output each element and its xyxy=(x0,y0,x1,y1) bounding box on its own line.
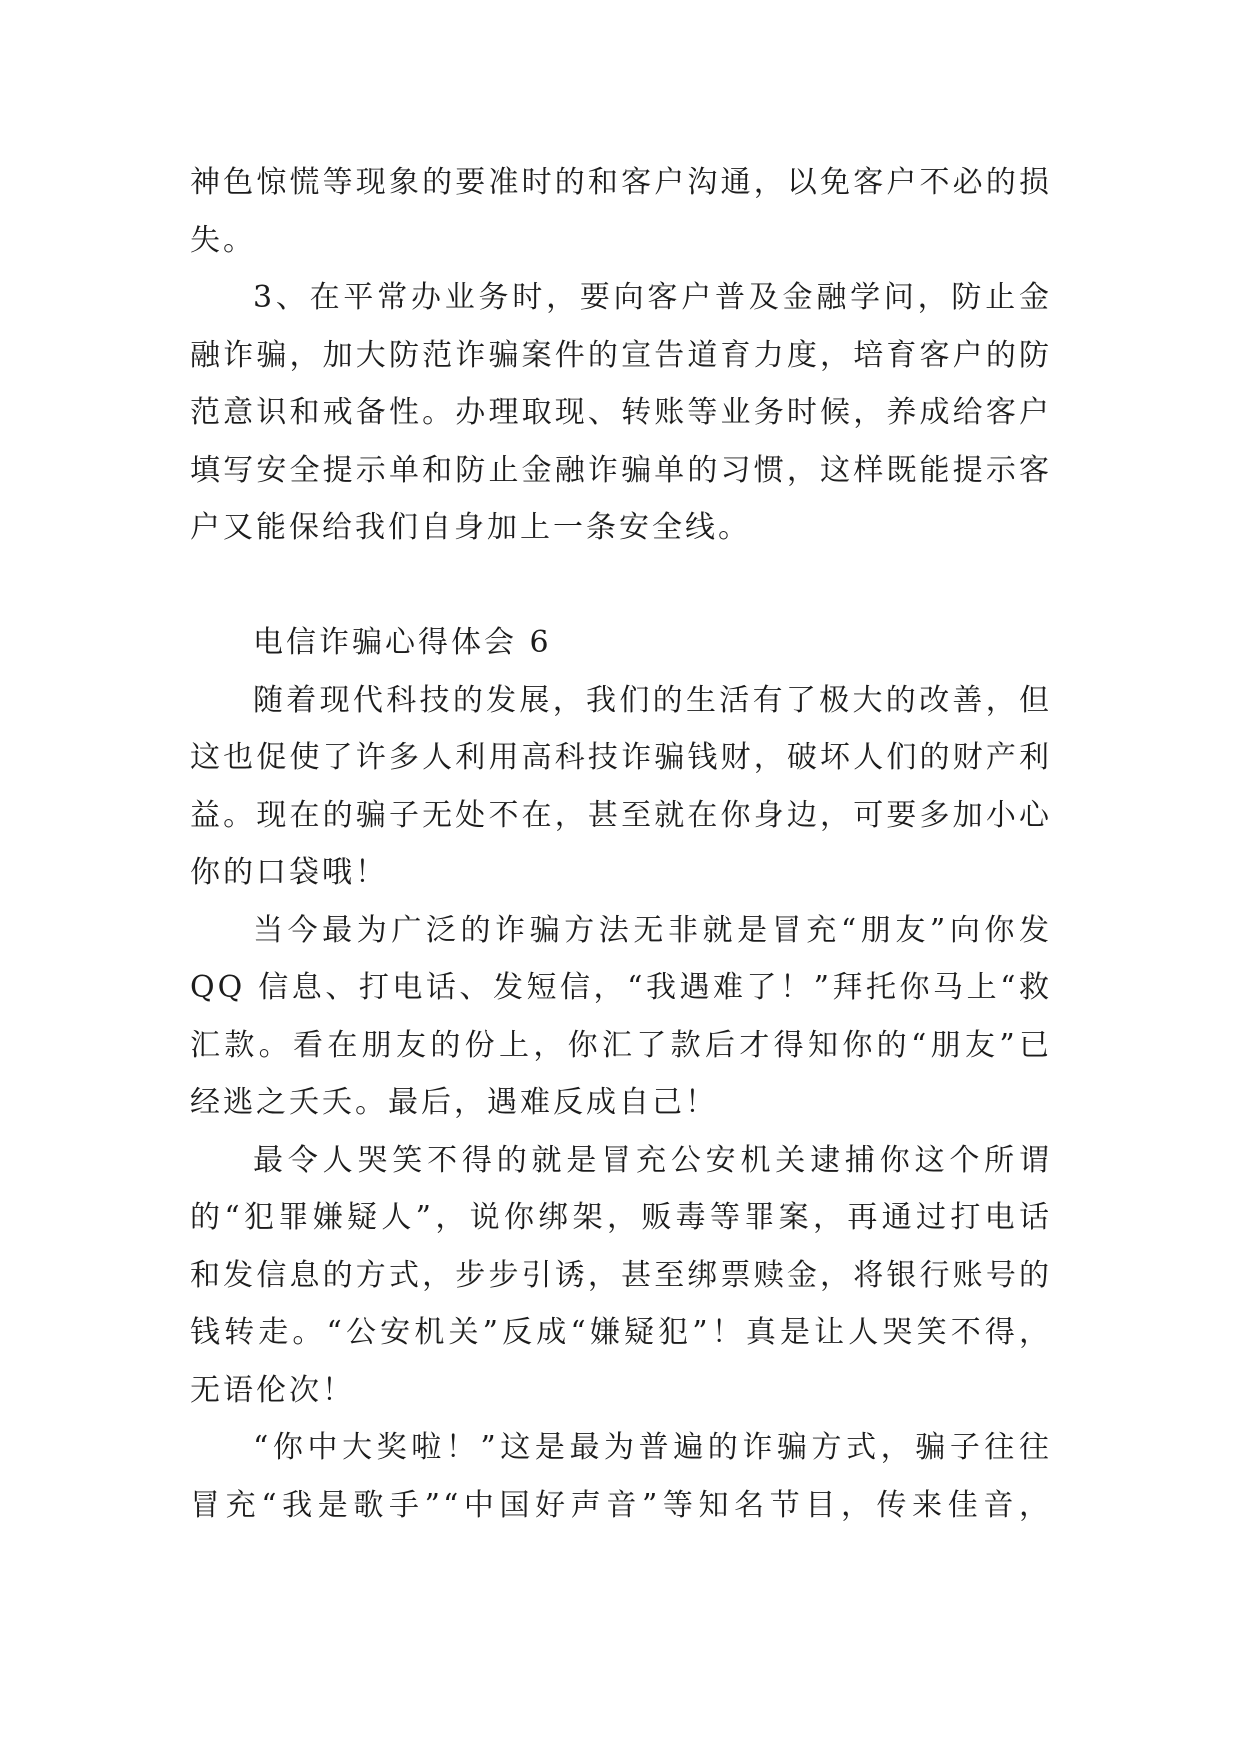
text-line: 随着现代科技的发展，我们的生活有了极大的改善，但 xyxy=(253,682,1052,718)
text-line: 这也促使了许多人利用高科技诈骗钱财，破坏人们的财产利 xyxy=(190,740,1052,775)
text-line: 当今最为广泛的诈骗方法无非就是冒充“朋友”向你发 xyxy=(253,912,1052,948)
text-line: 你的口袋哦！ xyxy=(190,855,388,890)
text-line: “你中大奖啦！”这是最为普遍的诈骗方式，骗子往往 xyxy=(253,1430,1052,1465)
paragraph xyxy=(190,902,1052,1132)
text-line: 融诈骗，加大防范诈骗案件的宣告道育力度，培育客户的防 xyxy=(190,337,1052,373)
paragraph xyxy=(190,154,1052,269)
paragraph xyxy=(190,672,1052,902)
text-line: 钱转走。“公安机关”反成“嫌疑犯”！真是让人哭笑不得， xyxy=(190,1315,1052,1350)
text-line: 失。 xyxy=(190,222,256,258)
text-line: 户又能保给我们自身加上一条安全线。 xyxy=(190,510,751,545)
paragraph xyxy=(190,1132,1052,1420)
section-heading: 电信诈骗心得体会 6 xyxy=(253,625,552,660)
text-line: 最令人哭笑不得的就是冒充公安机关逮捕你这个所谓 xyxy=(253,1142,1052,1178)
text-line: 经逃之夭夭。最后，遇难反成自己！ xyxy=(190,1085,718,1120)
paragraph xyxy=(190,1419,1052,1534)
text-line: 冒充“我是歌手”“中国好声音”等知名节目，传来佳音， xyxy=(190,1487,1052,1523)
section xyxy=(190,614,1052,1534)
document-body xyxy=(190,154,1052,1534)
text-line: 和发信息的方式，步步引诱，甚至绑票赎金，将银行账号的 xyxy=(190,1257,1052,1293)
text-line: 的“犯罪嫌疑人”，说你绑架，贩毒等罪案，再通过打电话 xyxy=(190,1200,1052,1235)
text-line: 神色惊慌等现象的要准时的和客户沟通，以免客户不必的损 xyxy=(190,165,1052,200)
text-line: 汇款。看在朋友的份上，你汇了款后才得知你的“朋友”已 xyxy=(190,1027,1052,1063)
paragraph xyxy=(190,269,1052,557)
text-line: 范意识和戒备性。办理取现、转账等业务时候，养成给客户 xyxy=(190,395,1052,430)
blank-line xyxy=(190,557,1052,615)
text-line: 3、在平常办业务时，要向客户普及金融学问，防止金 xyxy=(253,280,1052,315)
text-line: 益。现在的骗子无处不在，甚至就在你身边，可要多加小心 xyxy=(190,797,1052,833)
text-line: 填写安全提示单和防止金融诈骗单的习惯，这样既能提示客 xyxy=(190,452,1052,488)
text-line: 无语伦次！ xyxy=(190,1372,355,1408)
text-line: QQ 信息、打电话、发短信，“我遇难了！”拜托你马上“救 xyxy=(190,970,1052,1005)
